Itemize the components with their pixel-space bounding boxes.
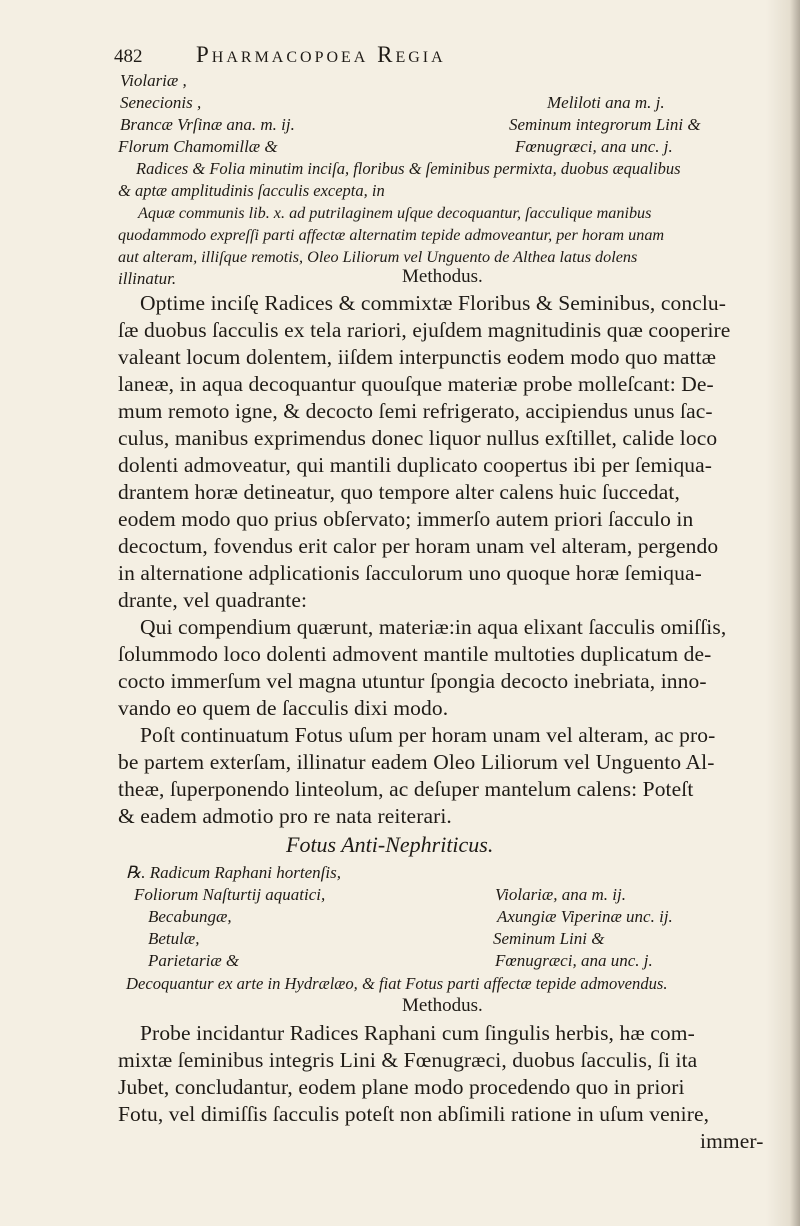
text-line: valeant locum dolentem, iiſdem interpunctis eodem modo quo mattæ bbox=[118, 345, 717, 369]
text-line: Jubet, concludantur, eodem plane modo procedendo quo in priori bbox=[118, 1075, 685, 1099]
text-line: Qui compendium quærunt, materiæ:in aqua elixant ſacculis omiſſis, bbox=[140, 615, 727, 639]
directions-line: Radices & Folia minutim inciſa, floribus & ſeminibus permixta, duobus æqualibus bbox=[136, 159, 681, 178]
text-line: drantem horæ detineatur, quo tempore alter calens huic ſuccedat, bbox=[118, 480, 680, 504]
text-line: dolenti admoveatur, qui mantili duplicato coopertus ibi per ſemiqua- bbox=[118, 453, 713, 477]
text-line: Fotu, vel dimiſſis ſacculis poteſt non abſimili ratione in uſum venire, bbox=[118, 1102, 710, 1126]
text-line: drante, vel quadrante: bbox=[118, 588, 308, 612]
ingredient-right: Seminum integrorum Lini & bbox=[509, 115, 701, 134]
text-line: Probe incidantur Radices Raphani cum ſingulis herbis, hæ com- bbox=[140, 1021, 695, 1045]
running-title: Pharmacopoea Regia bbox=[196, 42, 446, 67]
directions-line: illinatur. bbox=[118, 269, 177, 288]
ingredient-right: Seminum Lini & bbox=[493, 929, 605, 948]
text-line: in alternatione adplicationis ſacculorum uno quoque horæ ſemiqua- bbox=[118, 561, 702, 585]
text-line: vando eo quem de ſacculis dixi modo. bbox=[118, 696, 449, 720]
ingredient-left: Brancæ Vrſinæ ana. m. ij. bbox=[120, 115, 295, 134]
ingredient-right: Violariæ, ana m. ij. bbox=[495, 885, 626, 904]
text-line: eodem modo quo prius obſervato; immerſo autem priori ſacculo in bbox=[118, 507, 694, 531]
text-line: mum remoto igne, & decocto ſemi refrigerato, accipiendus unus ſac- bbox=[118, 399, 713, 423]
page-number: 482 bbox=[114, 46, 143, 67]
text-line: culus, manibus exprimendus donec liquor nullus exſtillet, calide loco bbox=[118, 426, 718, 450]
ingredient-left: Foliorum Naſturtij aquatici, bbox=[134, 885, 326, 904]
ingredient-left: Senecionis , bbox=[120, 93, 202, 112]
text-line: laneæ, in aqua decoquantur quouſque materiæ probe molleſcant: De- bbox=[118, 372, 714, 396]
text-line: Poſt continuatum Fotus uſum per horam unam vel alteram, ac pro- bbox=[140, 723, 716, 747]
page-edge-shadow bbox=[766, 0, 800, 1226]
page-header bbox=[114, 42, 674, 72]
ingredient-left: Violariæ , bbox=[120, 71, 187, 90]
directions-line: Decoquantur ex arte in Hydrælæo, & fiat Fotus parti affectæ tepide admovendus. bbox=[126, 974, 668, 993]
directions-line: Aquæ communis lib. x. ad putrilaginem uſque decoquantur, ſacculique manibus bbox=[138, 204, 652, 222]
text-line: ſæ duobus ſacculis ex tela rariori, ejuſdem magnitudinis quæ cooperire bbox=[118, 318, 731, 342]
text-line: Optime inciſę Radices & commixtæ Floribus & Seminibus, conclu- bbox=[140, 291, 727, 315]
ingredient-left: ℞. Radicum Raphani hortenſis, bbox=[126, 863, 341, 882]
text-line: mixtæ ſeminibus integris Lini & Fœnugræci, duobus ſacculis, ſi ita bbox=[118, 1048, 698, 1072]
directions-line: aut alteram, illiſque remotis, Oleo Liliorum vel Unguento de Althea latus dolens bbox=[118, 248, 638, 266]
directions-line: quodammodo expreſſi parti affectæ alternatim tepide admoveantur, per horam unam bbox=[118, 226, 665, 244]
ingredient-right: Fœnugræci, ana unc. j. bbox=[495, 951, 653, 970]
ingredient-left: Becabungæ, bbox=[148, 907, 232, 926]
ingredient-right: Meliloti ana m. j. bbox=[547, 93, 665, 112]
catchword: immer- bbox=[700, 1129, 764, 1153]
text-line: & eadem admotio pro re nata reiterari. bbox=[118, 804, 452, 828]
ingredient-left: Florum Chamomillæ & bbox=[118, 137, 278, 156]
text-line: be partem exterſam, illinatur eadem Oleo Liliorum vel Unguento Al- bbox=[118, 750, 715, 774]
method-heading: Methodus. bbox=[402, 995, 483, 1016]
method-heading: Methodus. bbox=[402, 266, 483, 287]
text-line: cocto immerſum vel magna utuntur ſpongia decocto inebriata, inno- bbox=[118, 669, 707, 693]
ingredient-left: Betulæ, bbox=[148, 929, 200, 948]
text-line: decoctum, fovendus erit calor per horam unam vel alteram, pergendo bbox=[118, 534, 719, 558]
ingredient-left: Parietariæ & bbox=[148, 951, 240, 970]
ingredient-right: Fœnugræci, ana unc. j. bbox=[515, 137, 673, 156]
text-line: theæ, ſuperponendo linteolum, ac deſuper mantelum calens: Poteſt bbox=[118, 777, 694, 801]
directions-line: & aptæ amplitudinis ſacculis excepta, in bbox=[118, 181, 385, 200]
section-heading: Fotus Anti-Nephriticus. bbox=[286, 832, 494, 857]
ingredient-right: Axungiæ Viperinæ unc. ij. bbox=[497, 907, 673, 926]
text-line: ſolummodo loco dolenti admovent mantile multoties duplicatum de- bbox=[118, 642, 712, 666]
